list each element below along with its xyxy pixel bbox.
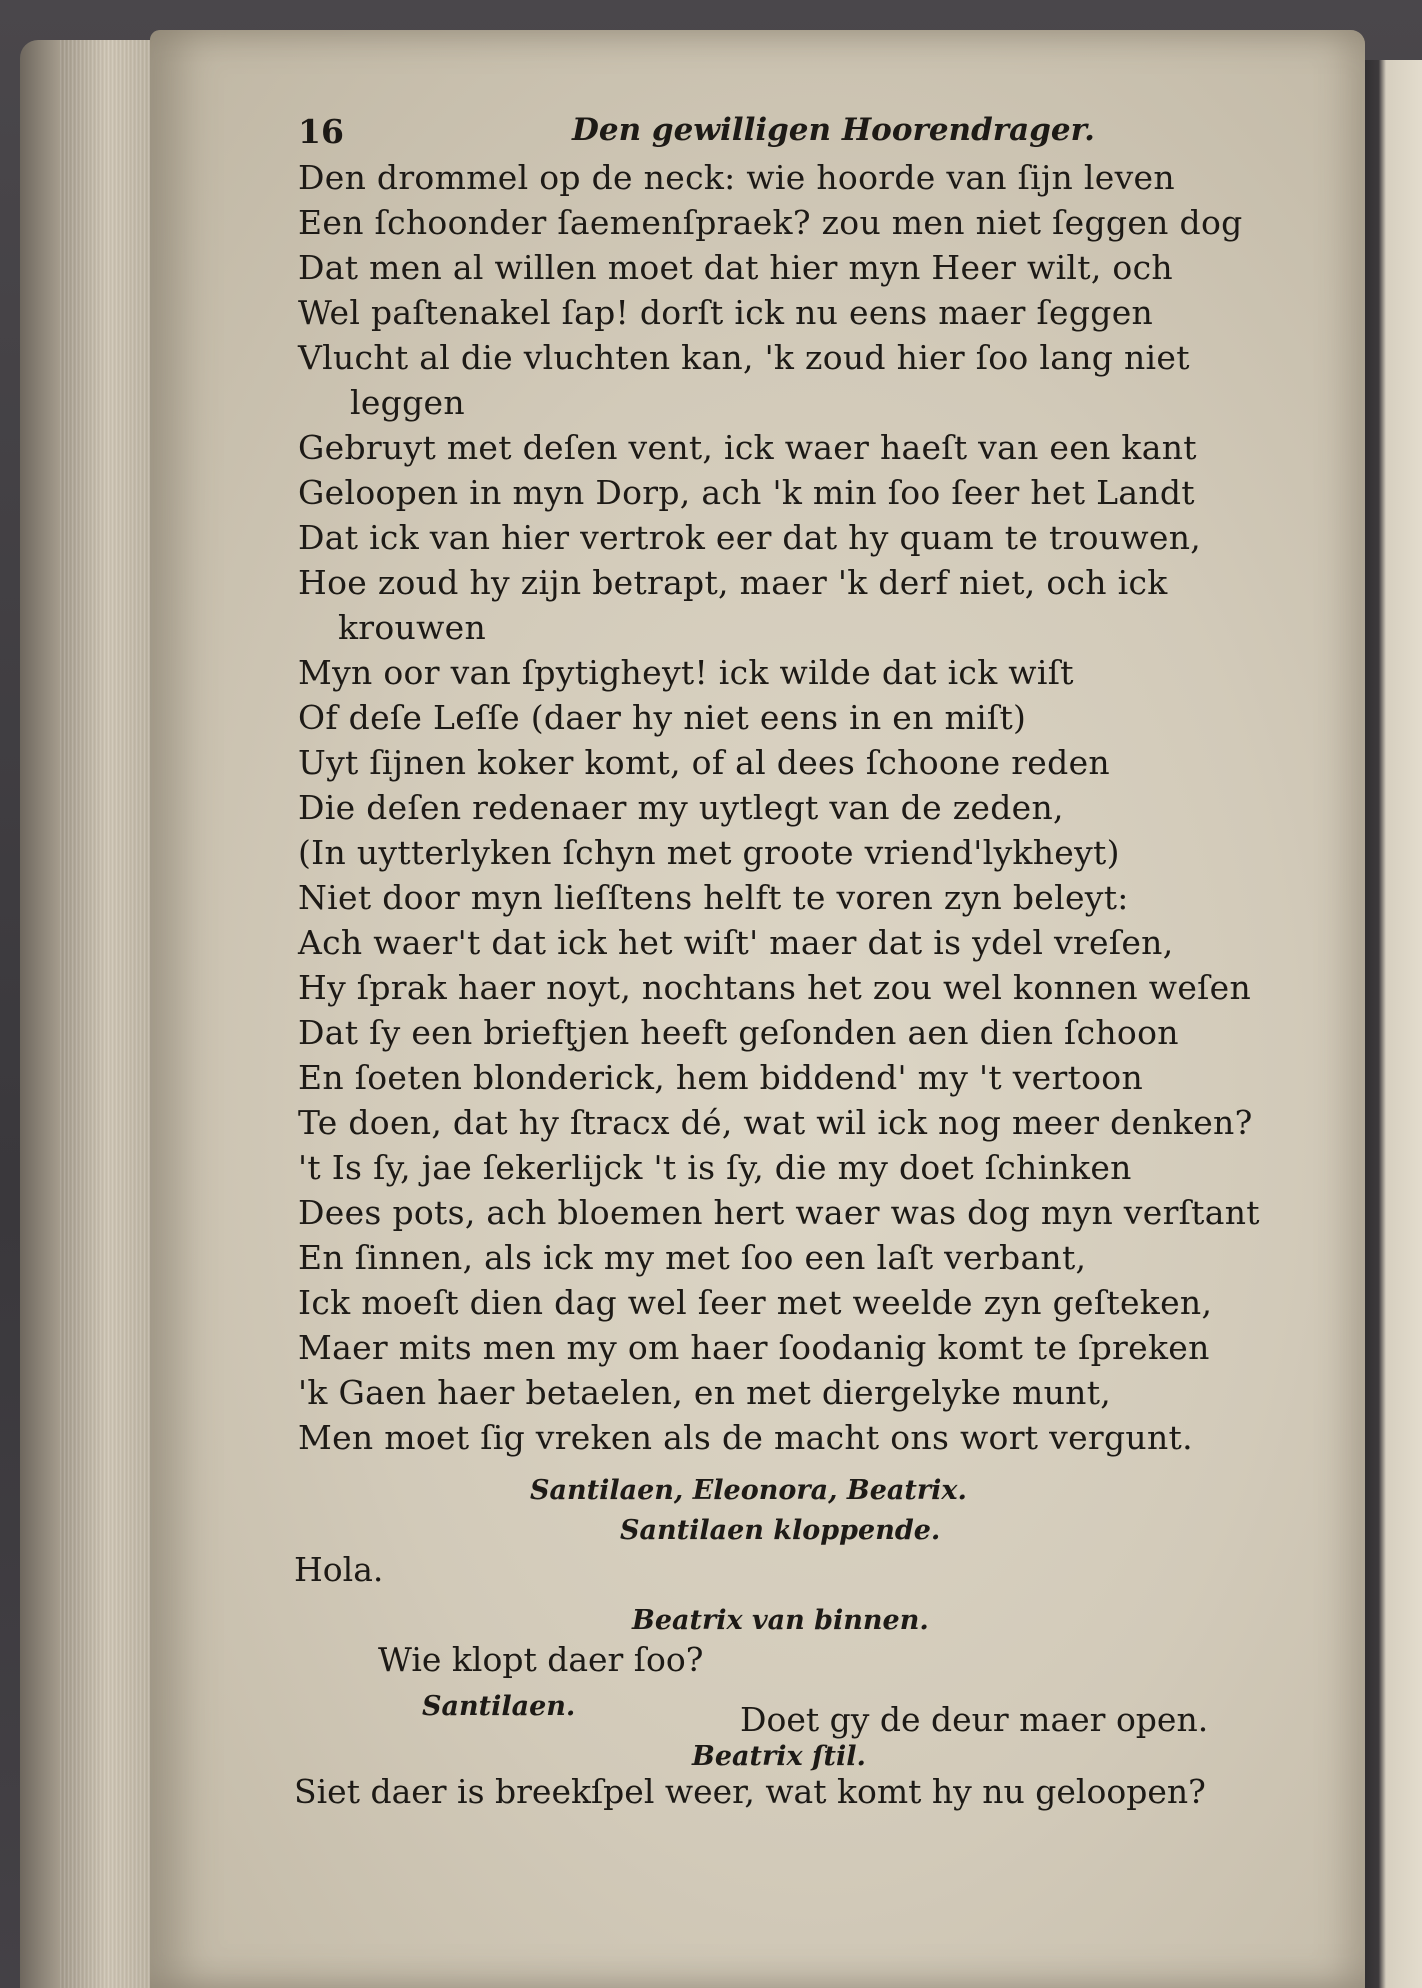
verse-line-continuation: leggen	[350, 383, 465, 422]
speech-line: Siet daer is breekſpel weer, wat komt hy nu geloopen?	[294, 1772, 1206, 1811]
verse-line: Men moet ſig vreken als de macht ons wort vergunt.	[298, 1418, 1193, 1457]
verse-line: En ſinnen, als ick my met ſoo een laſt verbant,	[298, 1238, 1087, 1277]
verse-line: 't Is ſy, jae ſekerlijck 't is ſy, die my doet ſchinken	[298, 1148, 1132, 1187]
verse-line: Dat men al willen moet dat hier myn Heer wilt, och	[298, 248, 1173, 287]
verse-line: Die deſen redenaer my uytlegt van de zeden,	[298, 788, 1064, 827]
speaker-cue: Beatrix ſtil.	[692, 1741, 866, 1772]
scene-persons: Santilaen, Eleonora, Beatrix.	[530, 1475, 967, 1506]
verse-line: Dat ick van hier vertrok eer dat hy quam te trouwen,	[298, 518, 1202, 557]
verse-line: Hoe zoud hy zijn betrapt, maer 'k derf niet, och ick	[298, 563, 1168, 602]
stage-direction: Santilaen kloppende.	[620, 1515, 941, 1546]
verse-line: Hy ſprak haer noyt, nochtans het zou wel konnen weſen	[298, 968, 1252, 1007]
speech-line: Doet gy de deur maer open.	[740, 1700, 1209, 1739]
verse-line: Uyt ſijnen koker komt, of al dees ſchoone reden	[298, 743, 1110, 782]
verse-line: Maer mits men my om haer ſoodanig komt te ſpreken	[298, 1328, 1210, 1367]
speaker-cue: Santilaen.	[422, 1691, 576, 1722]
verse-line: Een ſchoonder ſaemenſpraek? zou men niet ſeggen dog	[298, 203, 1243, 242]
verse-line: Dees pots, ach bloemen hert waer was dog myn verſtant	[298, 1193, 1260, 1232]
verse-line: Te doen, dat hy ſtracx dé, wat wil ick nog meer denken?	[298, 1103, 1253, 1142]
speech-line: Wie klopt daer ſoo?	[378, 1640, 704, 1679]
page-number: 16	[298, 112, 344, 151]
verse-line: (In uytterlyken ſchyn met groote vriend'lykheyt)	[298, 833, 1120, 872]
verse-line: Geloopen in myn Dorp, ach 'k min ſoo ſeer het Landt	[298, 473, 1195, 512]
verse-line: Niet door myn lieſſtens helft te voren zyn beleyt:	[298, 878, 1129, 917]
verse-line: Vlucht al die vluchten kan, 'k zoud hier ſoo lang niet	[298, 338, 1190, 377]
verse-line: Ick moeſt dien dag wel ſeer met weelde zyn geſteken,	[298, 1283, 1213, 1322]
verse-line: Ach waer't dat ick het wiſt' maer dat is ydel vreſen,	[298, 923, 1174, 962]
verse-line: Wel paſtenakel ſap! dorſt ick nu eens maer ſeggen	[298, 293, 1154, 332]
verse-line: Den drommel op de neck: wie hoorde van ſijn leven	[298, 158, 1175, 197]
verse-line-continuation: krouwen	[338, 608, 487, 647]
running-title: Den gewilligen Hoorendrager.	[572, 112, 1095, 148]
verse-line: Myn oor van ſpytigheyt! ick wilde dat ick wiſt	[298, 653, 1074, 692]
verse-line: 'k Gaen haer betaelen, en met diergelyke munt,	[298, 1373, 1112, 1412]
verse-line: Of deſe Leſſe (daer hy niet eens in en miſt)	[298, 698, 1027, 737]
verse-line: Gebruyt met deſen vent, ick waer haeſt van een kant	[298, 428, 1197, 467]
verse-line: En ſoeten blonderick, hem biddend' my 't vertoon	[298, 1058, 1144, 1097]
speaker-cue: Beatrix van binnen.	[632, 1605, 929, 1636]
speech-hola: Hola.	[294, 1550, 384, 1589]
verse-line: Dat ſy een briefţjen heeft geſonden aen dien ſchoon	[298, 1013, 1179, 1052]
